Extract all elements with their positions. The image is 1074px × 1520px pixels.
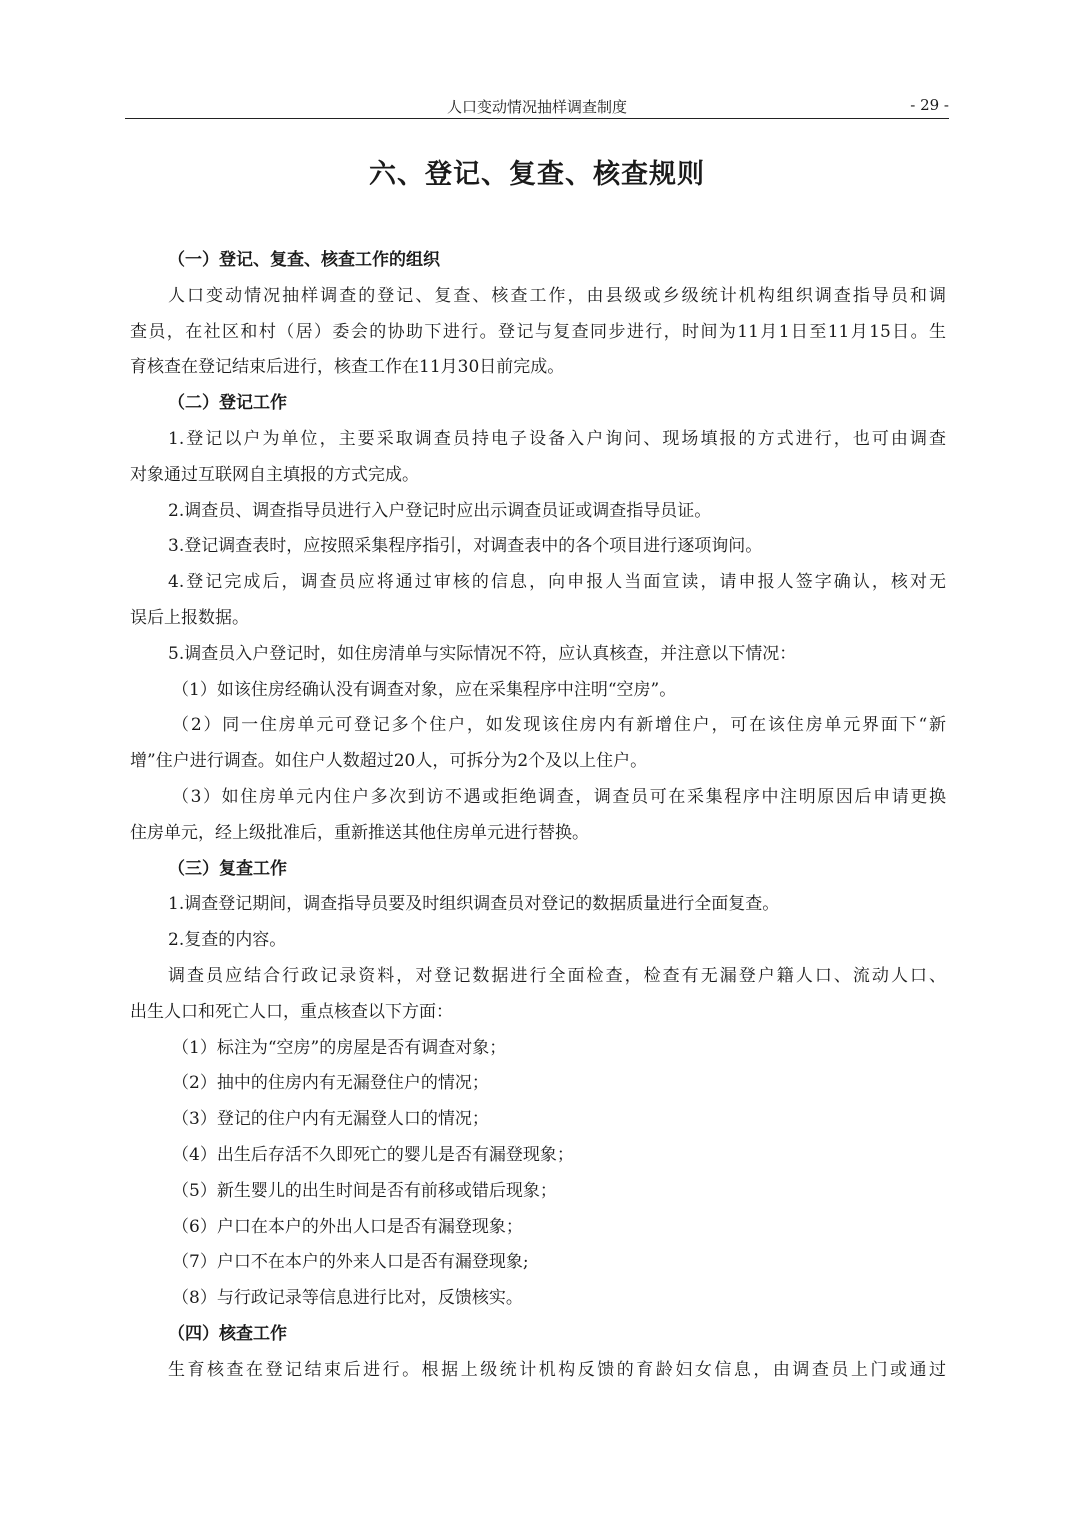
- paragraph-line: 1.调查登记期间，调查指导员要及时组织调查员对登记的数据质量进行全面复查。: [168, 894, 780, 915]
- paragraph-line: 住房单元，经上级批准后，重新推送其他住房单元进行替换。: [130, 822, 589, 843]
- paragraph-line: （3）如住房单元内住户多次到访不遇或拒绝调查，调查员可在采集程序中注明原因后申请更换: [172, 786, 946, 807]
- paragraph-line: 查员，在社区和村（居）委会的协助下进行。登记与复查同步进行，时间为11月1日至11月15日。生: [130, 321, 946, 342]
- list-item: （8）与行政记录等信息进行比对，反馈核实。: [172, 1288, 523, 1309]
- page-number: - 29 -: [910, 96, 949, 114]
- section-heading-organization: （一）登记、复查、核查工作的组织: [168, 250, 440, 270]
- paragraph-line: （1）如该住房经确认没有调查对象，应在采集程序中注明“空房”。: [172, 679, 677, 700]
- section-heading-registration: （二）登记工作: [168, 393, 287, 414]
- list-item: （2）抽中的住房内有无漏登住户的情况；: [172, 1073, 489, 1094]
- document-body: [130, 243, 946, 1389]
- list-item: （5）新生婴儿的出生时间是否有前移或错后现象；: [172, 1180, 557, 1201]
- paragraph-line: （2）同一住房单元可登记多个住户，如发现该住房内有新增住户，可在该住房单元界面下“新: [172, 715, 946, 736]
- paragraph-line: 出生人口和死亡人口，重点核查以下方面：: [130, 1001, 453, 1022]
- paragraph-line: 误后上报数据。: [130, 607, 249, 628]
- page-header: [125, 94, 949, 119]
- paragraph-line: 1.登记以户为单位，主要采取调查员持电子设备入户询问、现场填报的方式进行，也可由调查: [168, 428, 946, 449]
- paragraph-line: 增”住户进行调查。如住户人数超过20人，可拆分为2个及以上住户。: [130, 751, 648, 772]
- paragraph-line: 生育核查在登记结束后进行。根据上级统计机构反馈的育龄妇女信息，由调查员上门或通过: [168, 1359, 946, 1380]
- list-item: （4）出生后存活不久即死亡的婴儿是否有漏登现象；: [172, 1144, 574, 1165]
- section-heading-review: （三）复查工作: [168, 858, 287, 879]
- paragraph-line: 3.登记调查表时，应按照采集程序指引，对调查表中的各个项目进行逐项询问。: [168, 536, 763, 557]
- paragraph-line: 2.复查的内容。: [168, 930, 287, 951]
- paragraph-line: 调查员应结合行政记录资料，对登记数据进行全面检查，检查有无漏登户籍人口、流动人口、: [168, 965, 946, 986]
- header-title: 人口变动情况抽样调查制度: [446, 98, 627, 116]
- section-heading-verification: （四）核查工作: [168, 1323, 287, 1344]
- list-item: （6）户口在本户的外出人口是否有漏登现象；: [172, 1216, 523, 1237]
- document-title: 六、登记、复查、核查规则: [369, 159, 705, 190]
- paragraph-line: 2.调查员、调查指导员进行入户登记时应出示调查员证或调查指导员证。: [168, 500, 712, 521]
- paragraph-line: 5.调查员入户登记时，如住房清单与实际情况不符，应认真核查，并注意以下情况：: [168, 643, 797, 664]
- paragraph-line: 人口变动情况抽样调查的登记、复查、核查工作，由县级或乡级统计机构组织调查指导员和调: [168, 285, 946, 306]
- list-item: （1）标注为“空房”的房屋是否有调查对象；: [172, 1037, 507, 1058]
- list-item: （3）登记的住户内有无漏登人口的情况；: [172, 1109, 489, 1130]
- paragraph-line: 4.登记完成后，调查员应将通过审核的信息，向申报人当面宣读，请申报人签字确认，核对无: [168, 572, 946, 593]
- paragraph-line: 育核查在登记结束后进行，核查工作在11月30日前完成。: [130, 357, 565, 378]
- paragraph-line: 对象通过互联网自主填报的方式完成。: [130, 464, 419, 485]
- list-item: （7）户口不在本户的外来人口是否有漏登现象;: [172, 1252, 529, 1273]
